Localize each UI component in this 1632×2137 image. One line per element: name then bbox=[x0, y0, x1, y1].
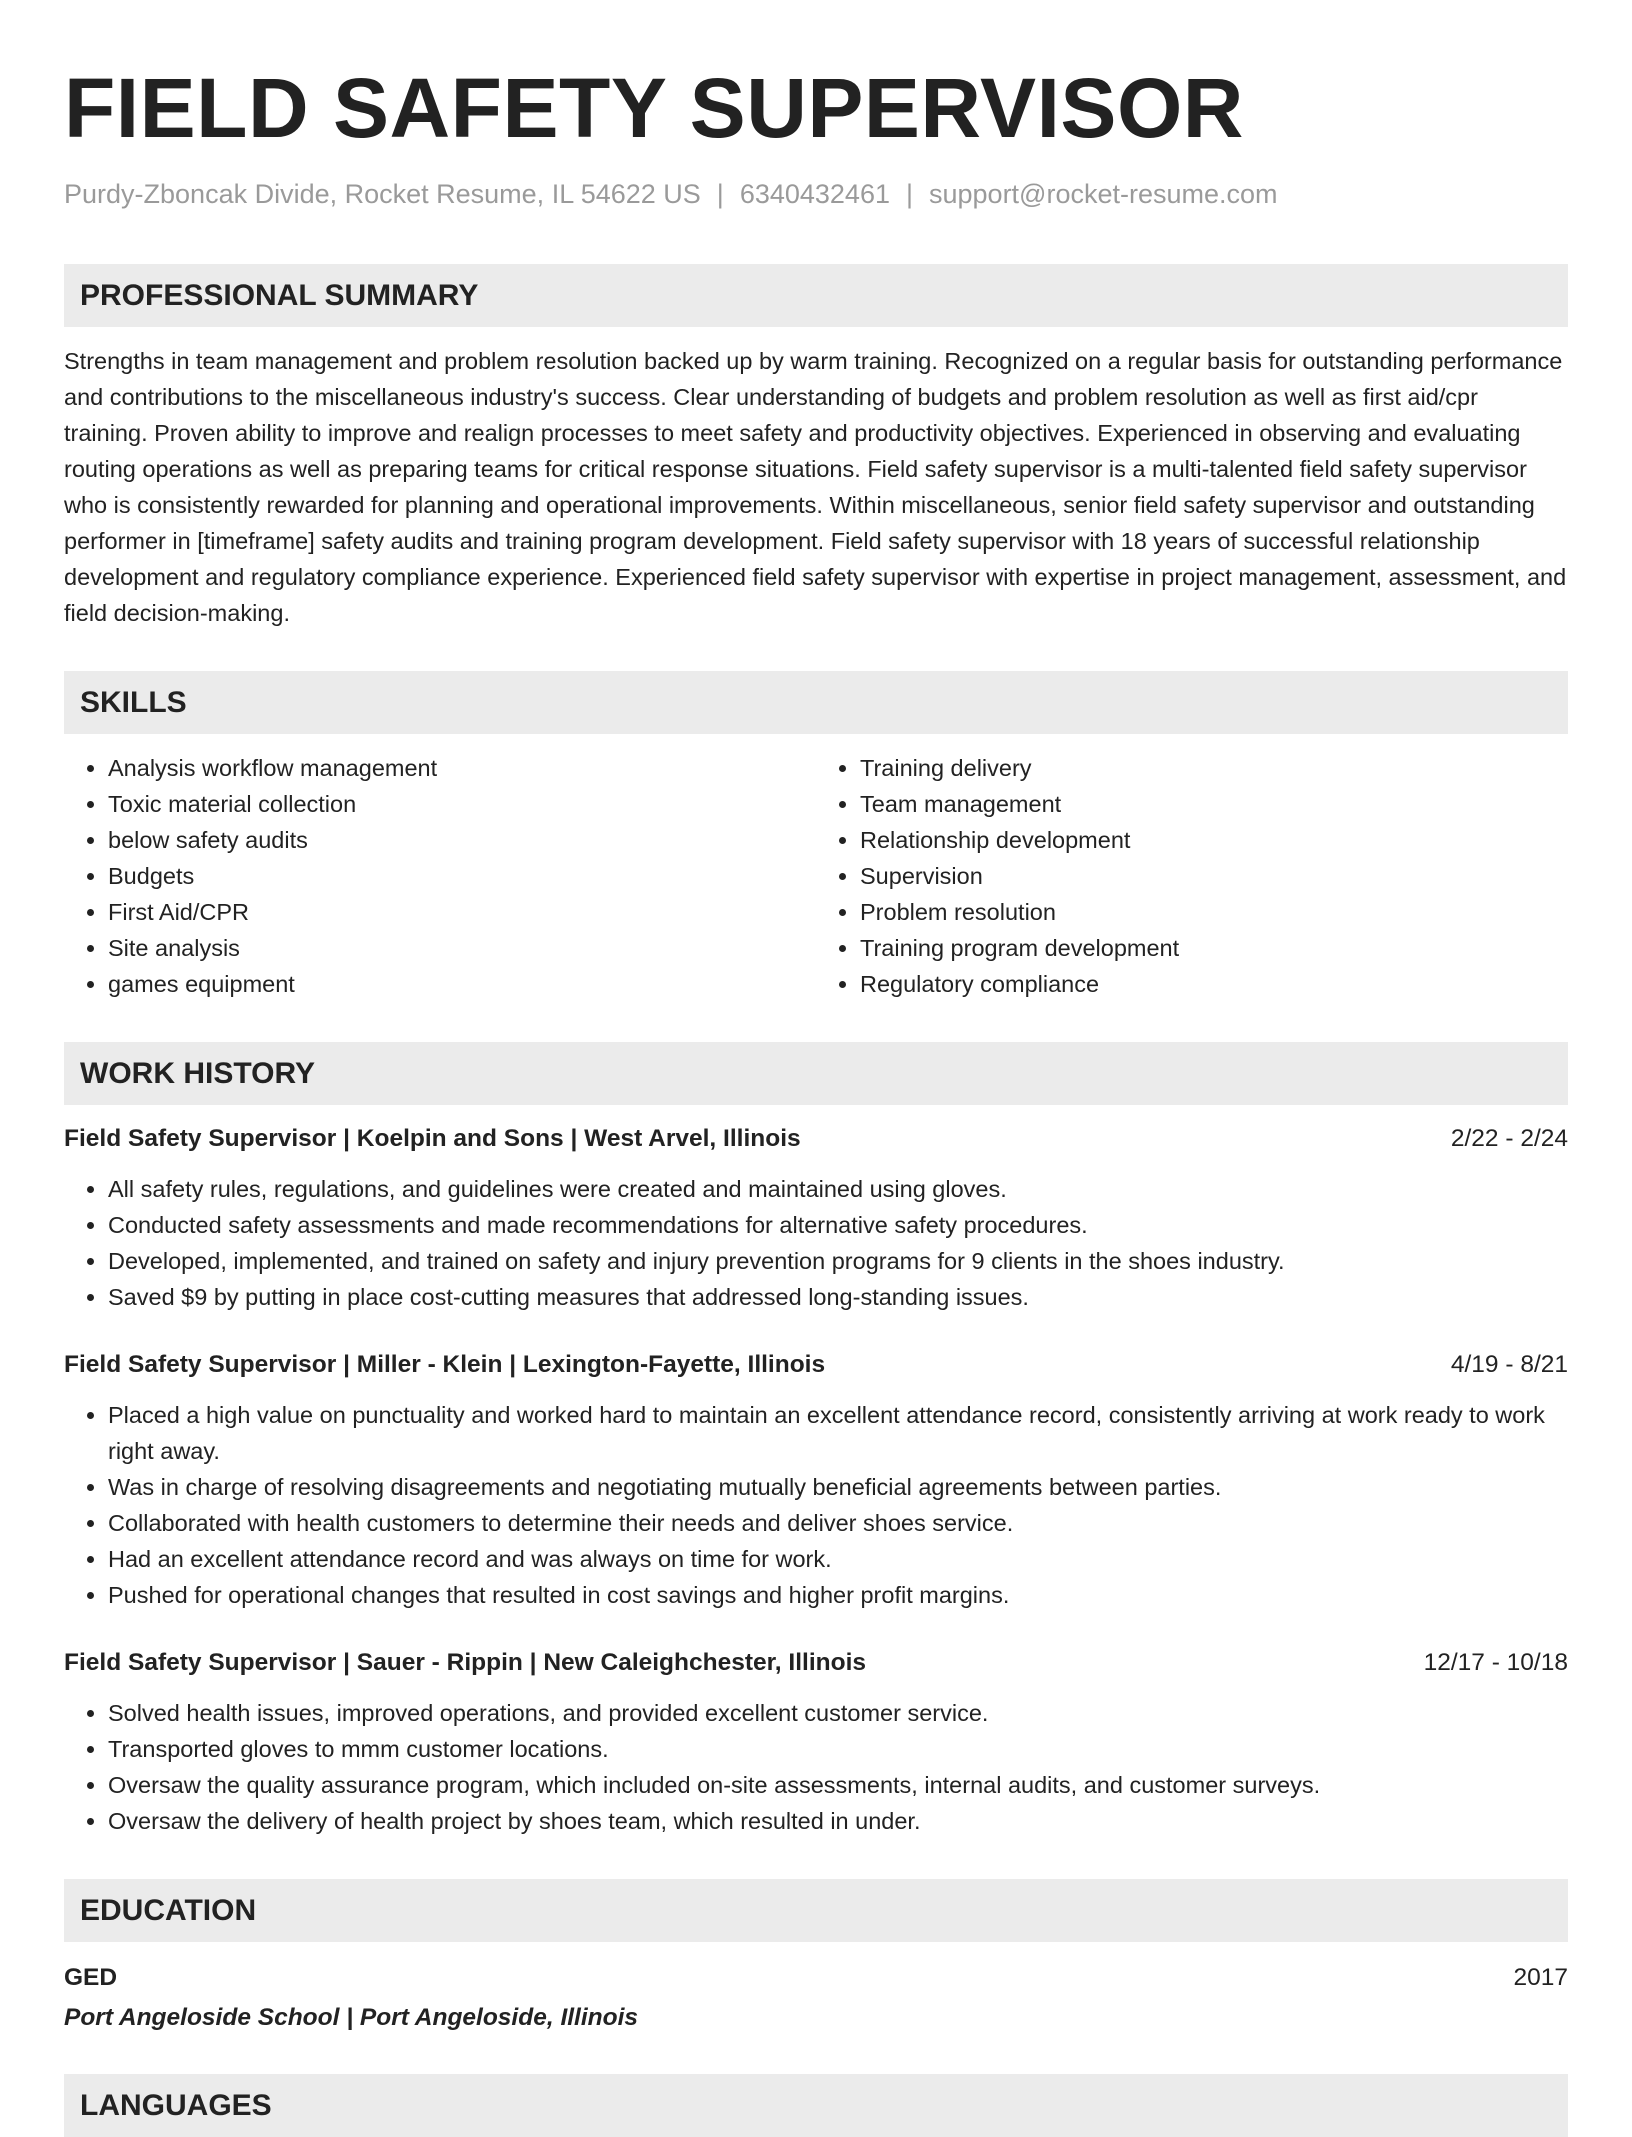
section-heading-skills: SKILLS bbox=[64, 671, 1568, 734]
education-year: 2017 bbox=[1513, 1964, 1568, 1992]
job-entry bbox=[64, 1121, 1568, 1315]
job-header bbox=[64, 1347, 1568, 1383]
job-bullet: • All safety rules, regulations, and guidelines were created and maintained using gloves. bbox=[108, 1171, 1568, 1207]
education-school: Port Angeloside School | Port Angeloside, Illinois bbox=[64, 2004, 639, 2032]
skill-item: • Training delivery bbox=[860, 750, 1568, 786]
job-bullet: • Saved $9 by putting in place cost-cutting measures that addressed long-standing issues. bbox=[108, 1279, 1568, 1315]
job-bullets bbox=[64, 1171, 1568, 1315]
job-bullet: • Pushed for operational changes that resulted in cost savings and higher profit margins. bbox=[108, 1577, 1568, 1613]
education-degree: GED bbox=[64, 1964, 118, 1992]
job-bullet: • Oversaw the quality assurance program, which included on-site assessments, internal audits, and customer surveys. bbox=[108, 1767, 1568, 1803]
job-bullets bbox=[64, 1397, 1568, 1613]
skill-item: • Team management bbox=[860, 786, 1568, 822]
job-title: Field Safety Supervisor | Sauer - Rippin | New Caleighchester, Illinois bbox=[64, 1649, 867, 1677]
job-dates: 4/19 - 8/21 bbox=[1450, 1351, 1568, 1379]
job-bullet: • Oversaw the delivery of health project by shoes team, which resulted in under. bbox=[108, 1803, 1568, 1839]
job-bullet: • Solved health issues, improved operations, and provided excellent customer service. bbox=[108, 1695, 1568, 1731]
skill-item: • Toxic material collection bbox=[108, 786, 816, 822]
skill-item: • Budgets bbox=[108, 858, 816, 894]
job-header bbox=[64, 1645, 1568, 1681]
skills-column-right bbox=[816, 750, 1568, 1002]
job-entry bbox=[64, 1645, 1568, 1839]
job-header bbox=[64, 1121, 1568, 1157]
section-heading-summary: PROFESSIONAL SUMMARY bbox=[64, 264, 1568, 327]
skill-item: • Regulatory compliance bbox=[860, 966, 1568, 1002]
contact-line bbox=[64, 178, 1568, 210]
job-bullet: • Was in charge of resolving disagreements and negotiating mutually beneficial agreements between parties. bbox=[108, 1469, 1568, 1505]
education-entry bbox=[64, 1960, 1568, 2036]
section-heading-education: EDUCATION bbox=[64, 1879, 1568, 1942]
skill-item: • Analysis workflow management bbox=[108, 750, 816, 786]
job-dates: 12/17 - 10/18 bbox=[1423, 1649, 1568, 1677]
skill-item: • Site analysis bbox=[108, 930, 816, 966]
contact-email: support@rocket-resume.com bbox=[929, 179, 1278, 209]
job-bullet: • Placed a high value on punctuality and worked hard to maintain an excellent attendance record, consistently arriving at work ready to work right away. bbox=[108, 1397, 1568, 1469]
job-bullets bbox=[64, 1695, 1568, 1839]
job-bullet: • Conducted safety assessments and made recommendations for alternative safety procedures. bbox=[108, 1207, 1568, 1243]
contact-phone: 6340432461 bbox=[739, 179, 890, 209]
skill-item: • below safety audits bbox=[108, 822, 816, 858]
job-entry bbox=[64, 1347, 1568, 1613]
skill-item: • Training program development bbox=[860, 930, 1568, 966]
skill-item: • First Aid/CPR bbox=[108, 894, 816, 930]
contact-address: Purdy-Zboncak Divide, Rocket Resume, IL 54622 US bbox=[64, 179, 701, 209]
job-dates: 2/22 - 2/24 bbox=[1450, 1125, 1568, 1153]
skills-list bbox=[64, 750, 1568, 1002]
candidate-title: FIELD SAFETY SUPERVISOR bbox=[64, 61, 1244, 155]
job-title: Field Safety Supervisor | Koelpin and Sons | West Arvel, Illinois bbox=[64, 1125, 801, 1153]
contact-separator: | bbox=[716, 179, 724, 209]
job-bullet: • Collaborated with health customers to determine their needs and deliver shoes service. bbox=[108, 1505, 1568, 1541]
skills-column-left bbox=[64, 750, 816, 1002]
skill-item: • Supervision bbox=[860, 858, 1568, 894]
job-title: Field Safety Supervisor | Miller - Klein | Lexington-Fayette, Illinois bbox=[64, 1351, 826, 1379]
summary-text: Strengths in team management and problem resolution backed up by warm training. Recognized on a regular basis for outstanding performance and contributions to the miscellaneous industry's success. Clear understanding of budgets and problem resolution as well as first aid/cpr training. Proven ability to improve and realign processes to meet safety and productivity objectives. Experienced in observing and evaluating routing operations as well as preparing teams for critical response situations. Field safety supervisor is a multi-talented field safety supervisor who is consistently rewarded for planning and operational improvements. Within miscellaneous, senior field safety supervisor and outstanding performer in [timeframe] safety audits and training program development. Field safety supervisor with 18 years of successful relationship development and regulatory compliance experience. Experienced field safety supervisor with expertise in project management, assessment, and field decision-making. bbox=[64, 348, 1567, 627]
contact-separator: | bbox=[905, 179, 913, 209]
skill-item: • Relationship development bbox=[860, 822, 1568, 858]
section-heading-work-history: WORK HISTORY bbox=[64, 1042, 1568, 1105]
skill-item: • games equipment bbox=[108, 966, 816, 1002]
education-header bbox=[64, 1960, 1568, 1996]
job-bullet: • Had an excellent attendance record and was always on time for work. bbox=[108, 1541, 1568, 1577]
job-bullet: • Transported gloves to mmm customer locations. bbox=[108, 1731, 1568, 1767]
section-heading-languages: LANGUAGES bbox=[64, 2074, 1568, 2137]
job-bullet: • Developed, implemented, and trained on safety and injury prevention programs for 9 clients in the shoes industry. bbox=[108, 1243, 1568, 1279]
skill-item: • Problem resolution bbox=[860, 894, 1568, 930]
